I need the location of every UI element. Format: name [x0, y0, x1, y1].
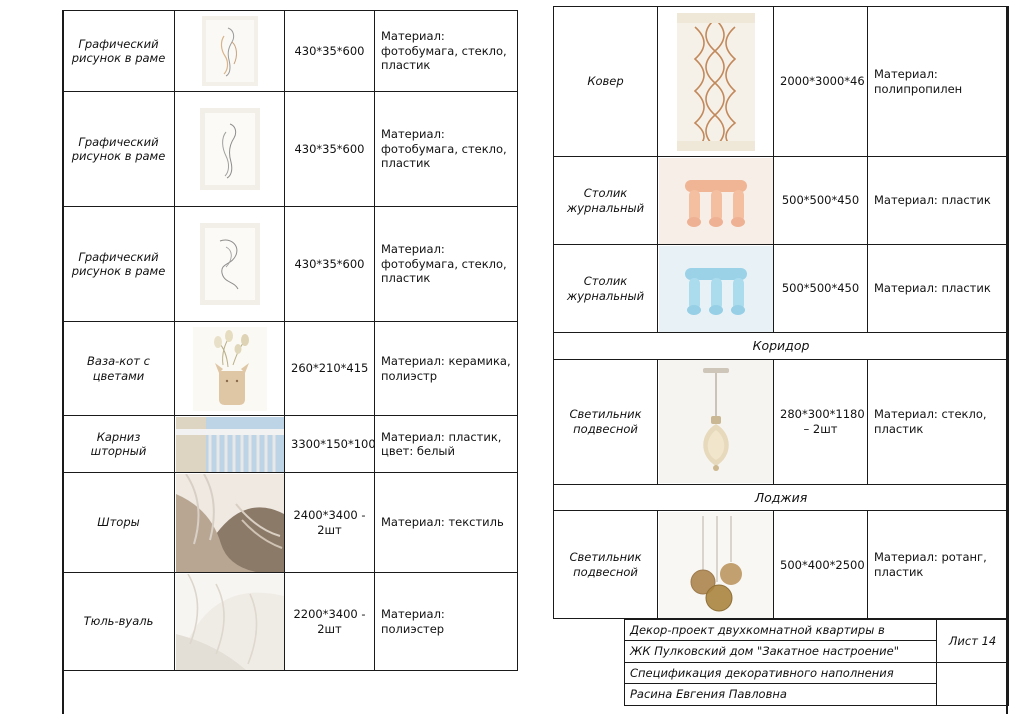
section-header-row — [554, 333, 1009, 360]
table-row — [63, 92, 518, 207]
item-image-cell — [658, 245, 774, 333]
cat-vase-with-flowers-thumbnail — [181, 326, 278, 411]
item-dimensions: 430*35*600 — [285, 11, 375, 92]
item-image-cell — [658, 359, 774, 484]
pendant-lamp-glass-icon — [659, 360, 773, 483]
curtain-rod-thumbnail — [175, 417, 284, 472]
line-art-abstract-3-thumbnail — [181, 211, 278, 317]
item-material: Материал: пластик — [868, 157, 1009, 245]
table-row — [63, 416, 518, 473]
item-name: Светильник подвесной — [554, 359, 658, 484]
curtain-rod-icon — [176, 417, 284, 472]
tulle-veil-fabric-thumbnail — [175, 574, 284, 670]
item-name: Ковер — [554, 7, 658, 157]
title-block-row — [625, 620, 1009, 641]
item-image-cell — [175, 92, 285, 207]
coffee-table-blue-icon — [659, 246, 773, 332]
title-block-empty-cell — [937, 662, 1009, 705]
item-dimensions: 2400*3400 - 2шт — [285, 473, 375, 573]
curtains-fabric-icon — [176, 474, 284, 572]
title-block-row — [625, 662, 1009, 683]
item-dimensions: 500*500*450 — [774, 157, 868, 245]
specification-title: Спецификация декоративного наполнения — [625, 662, 937, 683]
table-row — [63, 11, 518, 92]
item-name: Столик журнальный — [554, 245, 658, 333]
item-name: Шторы — [63, 473, 175, 573]
coffee-table-peach-thumbnail — [658, 158, 773, 244]
line-art-female-back-2-icon — [200, 108, 260, 190]
section-title: Коридор — [554, 333, 1009, 360]
item-name: Графический рисунок в раме — [63, 207, 175, 322]
item-material: Материал: полипропилен — [868, 7, 1009, 157]
item-dimensions: 500*400*2500 — [774, 511, 868, 619]
item-material: Материал: текстиль — [375, 473, 518, 573]
pendant-lamp-glass-thumbnail — [658, 360, 773, 483]
item-name: Графический рисунок в раме — [63, 92, 175, 207]
item-dimensions: 2200*3400 - 2шт — [285, 573, 375, 671]
item-dimensions: 280*300*1180 – 2шт — [774, 359, 868, 484]
item-material: Материал: пластик — [868, 245, 1009, 333]
item-material: Материал: фотобумага, стекло, пластик — [375, 207, 518, 322]
tulle-veil-fabric-icon — [176, 574, 284, 670]
coffee-table-peach-icon — [659, 158, 773, 244]
carpet-rug-thumbnail — [658, 8, 773, 156]
item-name: Графический рисунок в раме — [63, 11, 175, 92]
item-image-cell — [658, 157, 774, 245]
author-name: Расина Евгения Павловна — [625, 684, 937, 705]
item-image-cell — [175, 573, 285, 671]
line-art-female-figure-1-icon — [202, 16, 258, 86]
pendant-lamp-rattan-thumbnail — [658, 512, 773, 618]
item-name: Столик журнальный — [554, 157, 658, 245]
item-name: Карниз шторный — [63, 416, 175, 473]
item-material: Материал: стекло, пластик — [868, 359, 1009, 484]
table-row — [63, 322, 518, 416]
item-material: Материал: ротанг, пластик — [868, 511, 1009, 619]
table-row — [554, 245, 1009, 333]
carpet-rug-icon — [663, 9, 769, 155]
item-material: Материал: фотобумага, стекло, пластик — [375, 11, 518, 92]
item-image-cell — [175, 322, 285, 416]
item-material: Материал: керамика, полиэстр — [375, 322, 518, 416]
item-dimensions: 260*210*415 — [285, 322, 375, 416]
table-row — [554, 359, 1009, 484]
section-title: Лоджия — [554, 484, 1009, 511]
item-dimensions: 2000*3000*46 — [774, 7, 868, 157]
item-image-cell — [175, 11, 285, 92]
curtains-fabric-thumbnail — [175, 474, 284, 572]
item-image-cell — [658, 511, 774, 619]
section-header-row — [554, 484, 1009, 511]
item-name: Светильник подвесной — [554, 511, 658, 619]
item-image-cell — [175, 473, 285, 573]
item-image-cell — [658, 7, 774, 157]
line-art-female-figure-1-thumbnail — [181, 15, 278, 87]
project-line-1: Декор-проект двухкомнатной квартиры в — [625, 620, 937, 641]
item-dimensions: 3300*150*100 — [285, 416, 375, 473]
item-dimensions: 430*35*600 — [285, 92, 375, 207]
item-material: Материал: фотобумага, стекло, пластик — [375, 92, 518, 207]
specification-table-left — [62, 10, 518, 671]
title-block — [624, 619, 1009, 706]
specification-table-right — [553, 6, 1009, 619]
sheet-number: Лист 14 — [937, 620, 1009, 663]
table-row — [554, 511, 1009, 619]
line-art-female-back-2-thumbnail — [181, 96, 278, 202]
cat-vase-with-flowers-icon — [193, 327, 267, 411]
pendant-lamp-rattan-icon — [659, 512, 773, 618]
item-material: Материал: пластик, цвет: белый — [375, 416, 518, 473]
item-image-cell — [175, 207, 285, 322]
item-name: Ваза-кот с цветами — [63, 322, 175, 416]
coffee-table-blue-thumbnail — [658, 246, 773, 332]
item-name: Тюль-вуаль — [63, 573, 175, 671]
table-row — [63, 473, 518, 573]
table-row — [554, 7, 1009, 157]
line-art-abstract-3-icon — [200, 223, 260, 305]
item-dimensions: 500*500*450 — [774, 245, 868, 333]
item-material: Материал: полиэстер — [375, 573, 518, 671]
table-row — [554, 157, 1009, 245]
project-line-2: ЖК Пулковский дом "Закатное настроение" — [625, 641, 937, 662]
table-row — [63, 573, 518, 671]
item-image-cell — [175, 416, 285, 473]
table-row — [63, 207, 518, 322]
item-dimensions: 430*35*600 — [285, 207, 375, 322]
